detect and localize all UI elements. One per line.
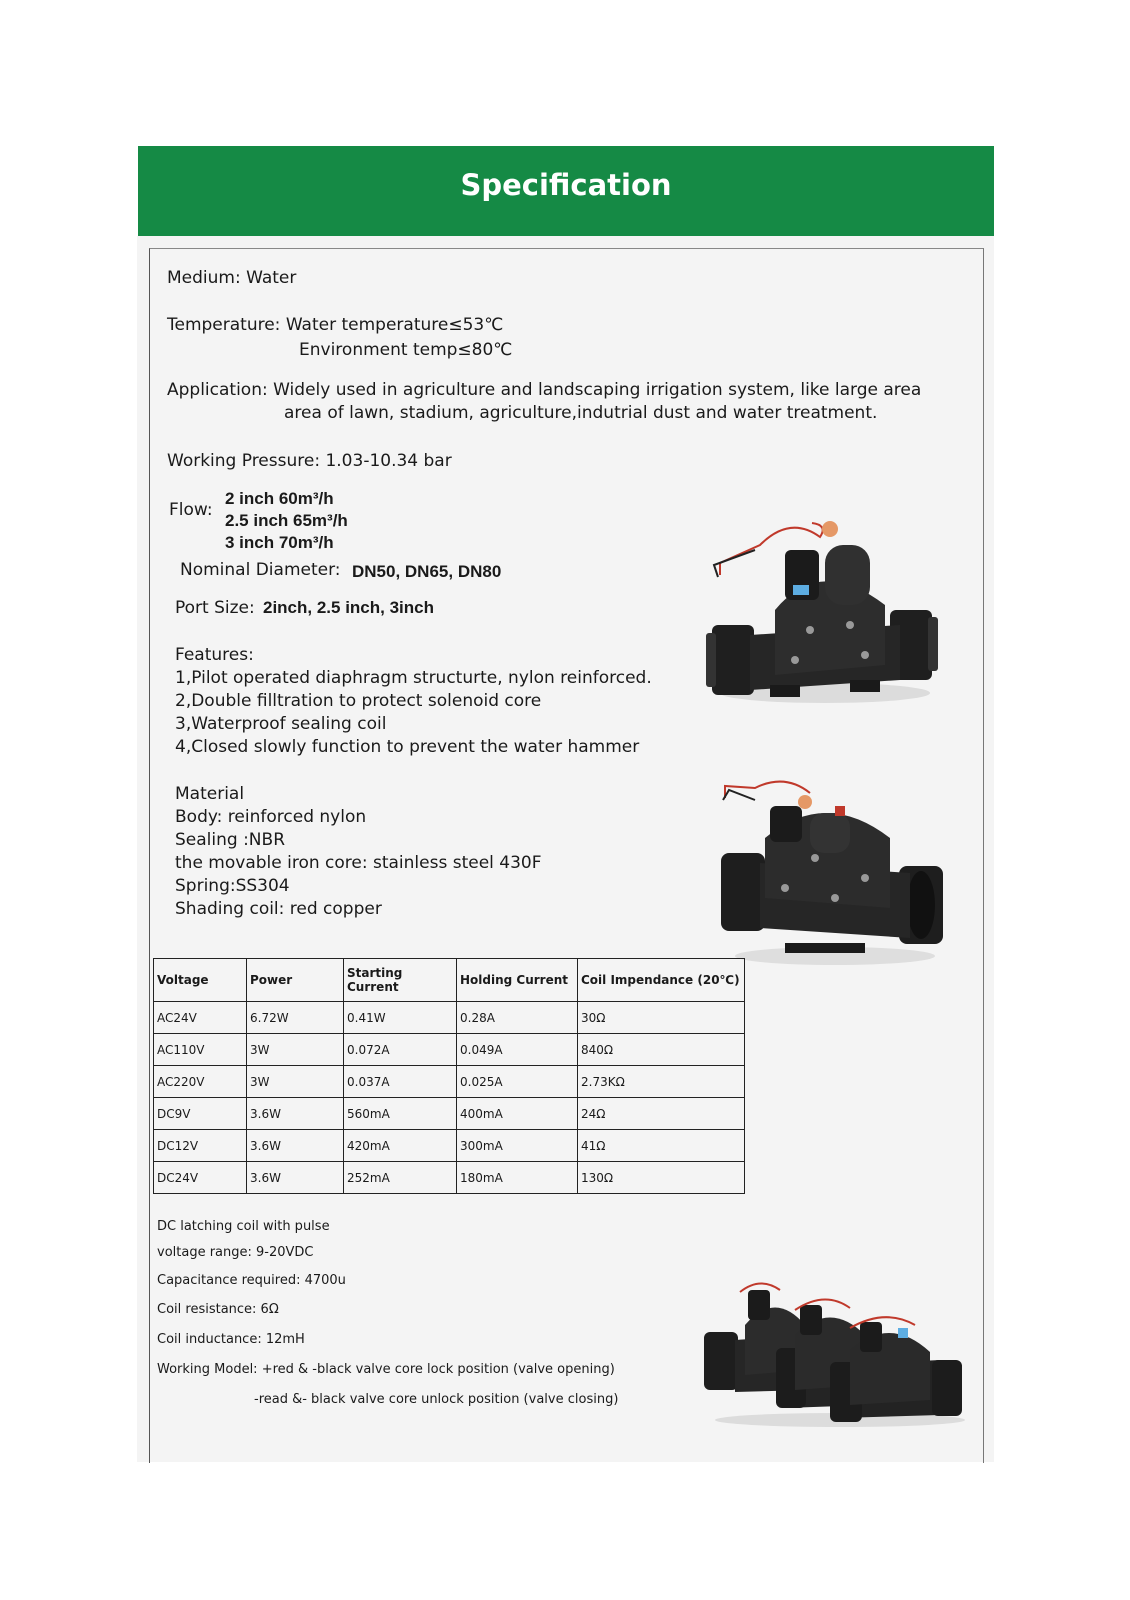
table-cell: 0.049A [457,1034,578,1066]
material-title: Material [175,784,245,804]
feature-item: 4,Closed slowly function to prevent the water hammer [175,737,640,757]
table-cell: 0.037A [344,1066,457,1098]
electrical-spec-table [153,958,745,1194]
nominal-diameter-label: Nominal Diameter: [180,560,341,580]
table-cell: 41Ω [578,1130,745,1162]
temperature-text: Temperature: Water temperature≤53℃ [167,315,504,335]
table-cell: 840Ω [578,1034,745,1066]
table-row [154,1034,745,1066]
table-cell: AC24V [154,1002,247,1034]
table-cell: DC24V [154,1162,247,1194]
table-row [154,1162,745,1194]
table-cell: 3.6W [247,1098,344,1130]
table-cell: 3.6W [247,1130,344,1162]
table-cell: 0.072A [344,1034,457,1066]
dc-note: Working Model: +red & -black valve core lock position (valve opening) [157,1362,615,1377]
column-header: Power [247,959,344,1002]
feature-item: 2,Double filltration to protect solenoid core [175,691,542,711]
table-cell: 300mA [457,1130,578,1162]
flow-item: 2 inch 60m³/h [225,489,334,508]
flow-item: 3 inch 70m³/h [225,533,334,552]
table-cell: DC9V [154,1098,247,1130]
table-cell: AC110V [154,1034,247,1066]
table-cell: 30Ω [578,1002,745,1034]
dc-note: Coil resistance: 6Ω [157,1302,279,1317]
table-cell: 3.6W [247,1162,344,1194]
table-row [154,1098,745,1130]
material-item: the movable iron core: stainless steel 430F [175,853,542,873]
dc-note: DC latching coil with pulse [157,1219,330,1234]
nominal-diameter-value: DN50, DN65, DN80 [352,562,502,581]
dc-note: -read &- black valve core unlock position (valve closing) [254,1392,619,1407]
table-cell: 420mA [344,1130,457,1162]
page-title: Specification [460,168,672,202]
table-cell: 0.28A [457,1002,578,1034]
material-item: Sealing :NBR [175,830,286,850]
application-text: Application: Widely used in agriculture and landscaping irrigation system, like large area [167,380,922,400]
working-pressure-text: Working Pressure: 1.03-10.34 bar [167,451,452,471]
valve-photo-middle [715,778,955,968]
material-item: Spring:SS304 [175,876,290,896]
table-cell: 560mA [344,1098,457,1130]
valve-group-photo [700,1280,970,1430]
medium-text: Medium: Water [167,268,297,288]
table-cell: 252mA [344,1162,457,1194]
table-cell: 0.025A [457,1066,578,1098]
table-cell: 3W [247,1034,344,1066]
column-header: Holding Current [457,959,578,1002]
flow-label: Flow: [169,500,213,520]
feature-item: 1,Pilot operated diaphragm structurte, nylon reinforced. [175,668,652,688]
temperature-env-text: Environment temp≤80℃ [299,340,513,360]
dc-note: Capacitance required: 4700u [157,1273,346,1288]
table-cell: 6.72W [247,1002,344,1034]
table-cell: 130Ω [578,1162,745,1194]
table-cell: 180mA [457,1162,578,1194]
table-cell: 24Ω [578,1098,745,1130]
table-row [154,1066,745,1098]
table-row [154,1130,745,1162]
header-banner [138,146,994,236]
column-header: Coil Impendance (20℃) [578,959,745,1002]
features-title: Features: [175,645,254,665]
material-item: Body: reinforced nylon [175,807,367,827]
table-cell: 3W [247,1066,344,1098]
material-item: Shading coil: red copper [175,899,382,919]
column-header: Starting Current [344,959,457,1002]
flow-item: 2.5 inch 65m³/h [225,511,348,530]
valve-photo-top [700,515,950,710]
table-cell: 400mA [457,1098,578,1130]
table-header-row [154,959,745,1002]
table-cell: 2.73KΩ [578,1066,745,1098]
port-size-label: Port Size: [175,598,255,618]
feature-item: 3,Waterproof sealing coil [175,714,387,734]
table-cell: AC220V [154,1066,247,1098]
table-row [154,1002,745,1034]
dc-note: voltage range: 9-20VDC [157,1245,314,1260]
table-cell: DC12V [154,1130,247,1162]
port-size-value: 2inch, 2.5 inch, 3inch [263,598,434,617]
application-text-cont: area of lawn, stadium, agriculture,indutrial dust and water treatment. [284,403,878,423]
table-cell: 0.41W [344,1002,457,1034]
column-header: Voltage [154,959,247,1002]
dc-note: Coil inductance: 12mH [157,1332,305,1347]
